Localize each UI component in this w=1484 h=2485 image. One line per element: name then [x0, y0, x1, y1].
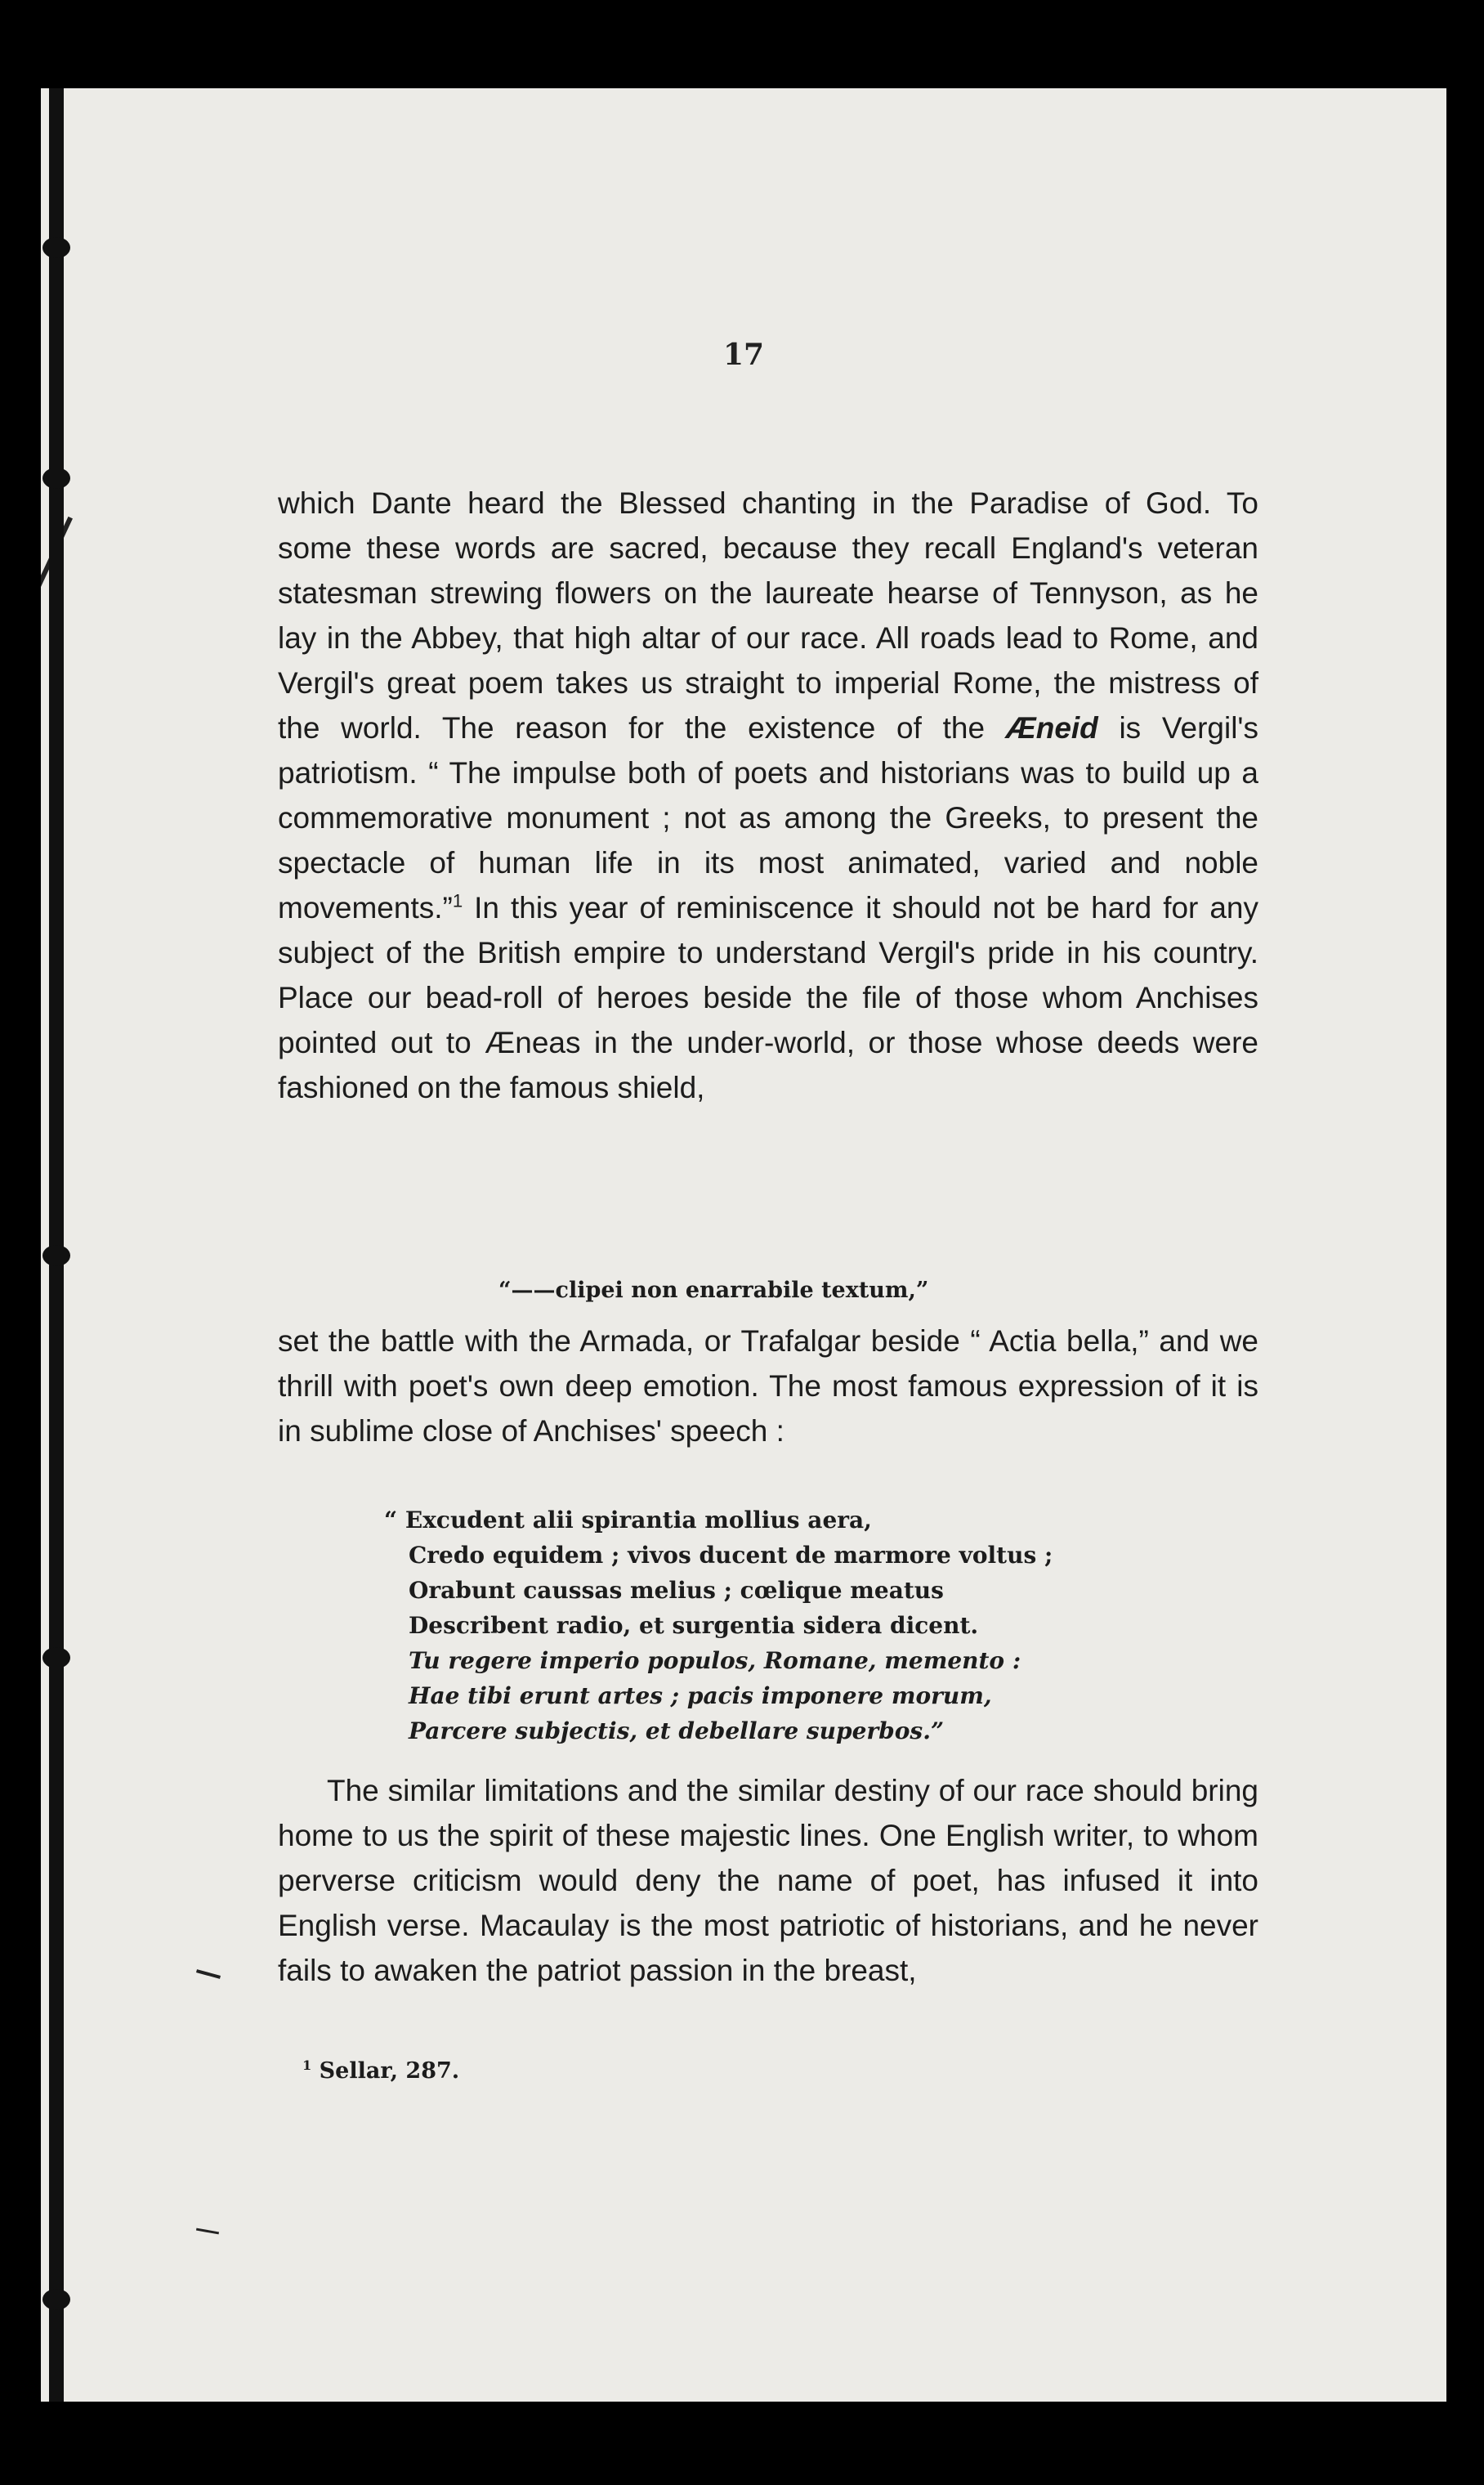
binding-notch	[42, 1245, 70, 1266]
binding-notch	[42, 1647, 70, 1668]
paragraph-2-text: set the battle with the Armada, or Trafalgar beside “ Actia bella,” and we thrill with poet's own deep emotion. The most famous expression of it is in sublime close of Anchises' speech :	[278, 1324, 1258, 1448]
verse-line-7: Parcere subjectis, et debellare superbos.”	[409, 1717, 945, 1744]
paragraph-1-text-b: is Vergil's patriotism. “ The impulse both of poets and historians was to build up a commemorative monument ; not as among the Greeks, to present the spectacle of human life in its most animated, varied and noble movements.”	[278, 711, 1258, 925]
verse-line-1: “ Excudent alii spirantia mollius aera,	[384, 1507, 872, 1534]
verse-line-3: Orabunt caussas melius ; cœlique meatus	[409, 1577, 944, 1604]
verse-line-4: Describent radio, et surgentia sidera dicent.	[409, 1612, 979, 1639]
binding-notch	[42, 237, 70, 258]
verse-line-2: Credo equidem ; vivos ducent de marmore voltus ;	[409, 1542, 1053, 1569]
paragraph-3-text: The similar limitations and the similar destiny of our race should bring home to us the spirit of these majestic lines. One English writer, to whom perverse criticism would deny the name of poet, has infused it into English verse. Macaulay is the most patriotic of historians, and he never fails to awaken the patriot passion in the breast,	[278, 1774, 1258, 1987]
binding-notch	[42, 2289, 70, 2310]
scan-mark	[196, 2228, 219, 2235]
binding-notch	[42, 468, 70, 489]
verse-block	[384, 1502, 1120, 1748]
verse-line-5: Tu regere imperio populos, Romane, memento :	[409, 1647, 1021, 1674]
aeneid-title: Æneid	[1005, 711, 1098, 745]
paragraph-1-text-c: In this year of reminiscence it should not be hard for any subject of the British empire to understand Vergil's pride in his country. Place our bead-roll of heroes beside the file of those whom Anchises pointed out to Æneas in the under-world, or those whose deeds were fashioned on the famous shield,	[278, 891, 1258, 1104]
book-page	[41, 88, 1446, 2402]
paragraph-1	[278, 481, 1258, 1110]
paragraph-2	[278, 1319, 1258, 1453]
scan-mark	[196, 1969, 221, 1979]
footnote	[302, 2058, 1283, 2084]
paragraph-1-text-a: which Dante heard the Blessed chanting in the Paradise of God. To some these words are sacred, because they recall England's veteran statesman strewing flowers on the laureate hearse of Tennyson, as he lay in the Abbey, that high altar of our race. All roads lead to Rome, and Vergil's great poem takes us straight to imperial Rome, the mistress of the world. The reason for the existence of the	[278, 486, 1258, 745]
verse-line-6: Hae tibi erunt artes ; pacis imponere morum,	[409, 1682, 992, 1709]
footnote-marker: 1	[302, 2057, 312, 2073]
quote-block	[498, 1274, 1071, 1308]
quote-line: “——clipei non enarrabile textum,”	[498, 1278, 929, 1303]
paragraph-3	[278, 1768, 1258, 1993]
footnote-text: Sellar, 287.	[311, 2058, 460, 2084]
page-number: 17	[722, 338, 765, 372]
footnote-reference[interactable]: 1	[452, 890, 463, 911]
